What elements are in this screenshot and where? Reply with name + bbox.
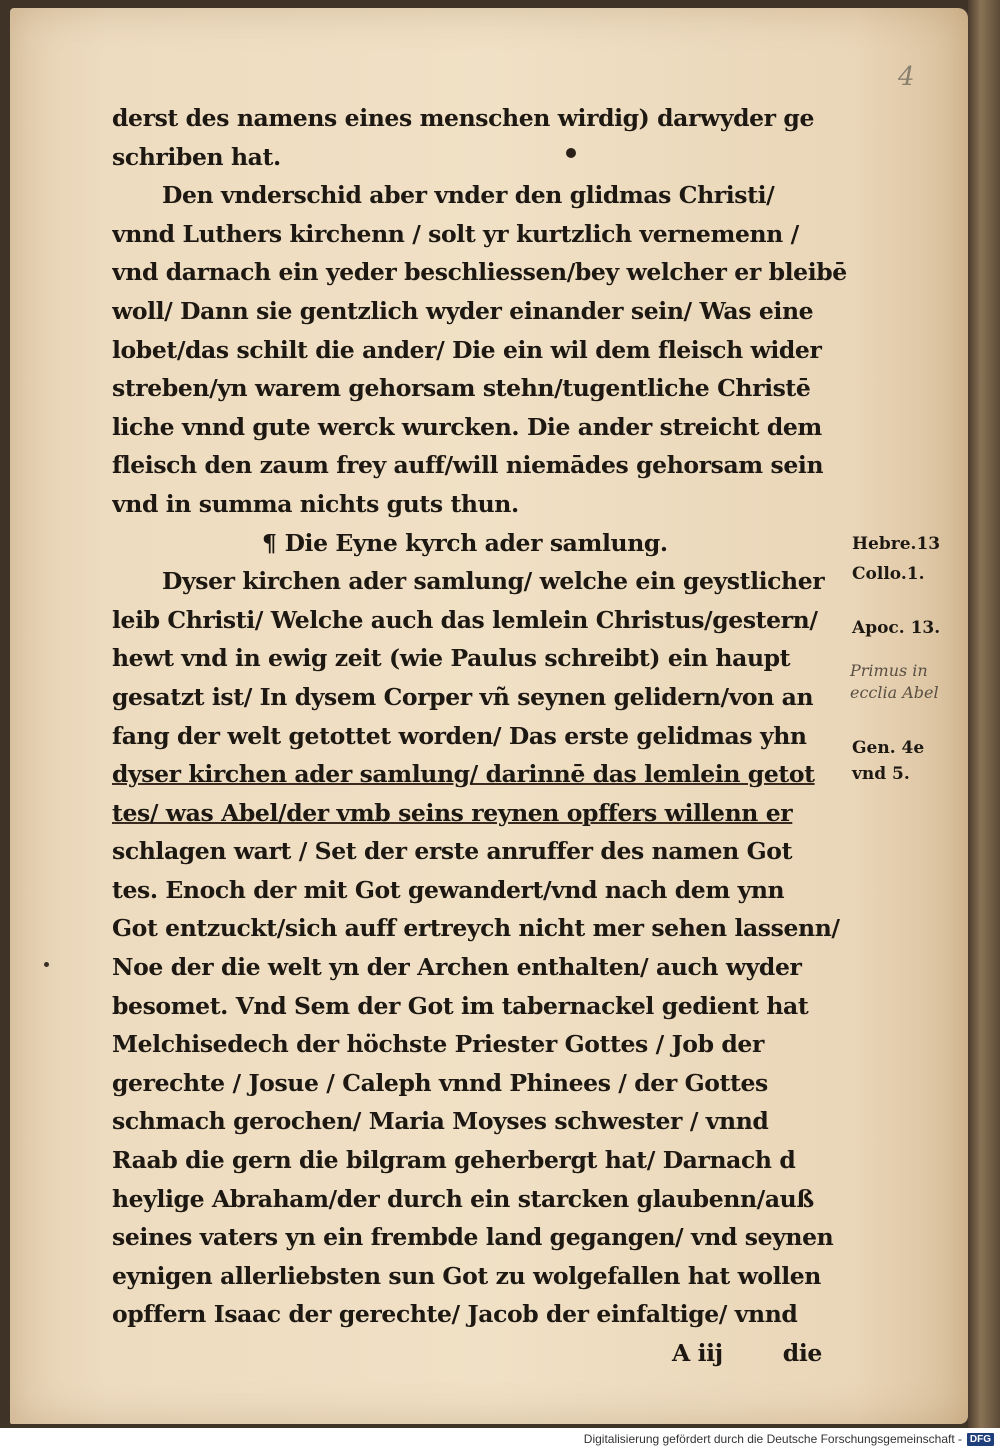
text-line: seines vaters yn ein frembde land gegangen/ vnd seynen <box>112 1223 834 1252</box>
text-line: fang der welt getottet worden/ Das erste gelidmas yhn <box>112 721 807 750</box>
text-line: vnd in summa nichts guts thun. <box>112 489 519 518</box>
signature-mark: A iij <box>672 1339 723 1367</box>
folio-number: 4 <box>898 62 915 92</box>
text-line: streben/yn warem gehorsam stehn/tugentliche Christē <box>112 374 811 403</box>
text-line: Got entzuckt/sich auff ertreych nicht mer sehen lassenn/ <box>112 914 840 943</box>
text-line: besomet. Vnd Sem der Got im tabernackel gedient hat <box>112 991 809 1020</box>
text-line: heylige Abraham/der durch ein starcken glaubenn/auß <box>112 1184 814 1213</box>
text-line: lobet/das schilt die ander/ Die ein wil dem fleisch wider <box>112 335 822 364</box>
text-line: liche vnnd gute werck wurcken. Die ander streicht dem <box>112 412 822 441</box>
text-line: Raab die gern die bilgram geherbergt hat/ Darnach d <box>112 1146 796 1175</box>
text-line: tes. Enoch der mit Got gewandert/vnd nach dem ynn <box>112 875 785 904</box>
text-line: vnnd Luthers kirchenn / solt yr kurtzlich vernemenn / <box>112 219 799 248</box>
text-line: woll/ Dann sie gentzlich wyder einander sein/ Was eine <box>112 296 814 325</box>
handwritten-line: Primus in <box>850 661 928 680</box>
text-line: derst des namens eines menschen wirdig) darwyder ge <box>112 104 815 132</box>
text-line: eynigen allerliebsten sun Got zu wolgefallen hat wollen <box>112 1261 821 1290</box>
text-line-underlined: dyser kirchen ader samlung/ darinnē das lemlein getot <box>112 760 815 789</box>
text-line: Noe der die welt yn der Archen enthalten/ auch wyder <box>112 953 802 982</box>
text-line: schmach gerochen/ Maria Moyses schwester / vnnd <box>112 1107 769 1136</box>
section-heading <box>112 524 852 563</box>
footer-credit: Digitalisierung gefördert durch die Deutsche Forschungsgemeinschaft - <box>583 1432 962 1446</box>
text-line: Melchisedech der höchste Priester Gottes / Job der <box>112 1030 764 1059</box>
text-line: Dyser kirchen ader samlung/ welche ein geystlicher <box>162 567 825 596</box>
pilcrow-icon: ¶ <box>262 528 277 557</box>
text-line: gesatzt ist/ In dysem Corper vñ seynen gelidern/von an <box>112 682 814 711</box>
text-line: schlagen wart / Set der erste anruffer des namen Got <box>112 837 793 866</box>
dfg-logo[interactable]: DFG <box>967 1433 994 1446</box>
text-line-underlined: tes/ was Abel/der vmb seins reynen opffers willenn er <box>112 798 793 827</box>
text-line: schriben hat. <box>112 142 281 171</box>
margin-note: Gen. 4e <box>852 738 925 758</box>
section-heading-text: Die Eyne kyrch ader samlung. <box>284 528 668 557</box>
catchword: die <box>782 1339 822 1367</box>
handwritten-line: ecclia Abel <box>850 683 939 702</box>
margin-note: vnd 5. <box>852 764 910 784</box>
margin-note: Hebre.13 <box>852 534 941 554</box>
handwritten-annotation <box>850 660 939 704</box>
text-line: opffern Isaac der gerechte/ Jacob der einfaltige/ vnnd <box>112 1300 798 1329</box>
text-line: leib Christi/ Welche auch das lemlein Christus/gestern/ <box>112 605 818 634</box>
margin-note: Collo.1. <box>852 564 925 584</box>
text-line: fleisch den zaum frey auff/will niemādes gehorsam sein <box>112 451 824 480</box>
ink-dot <box>44 962 49 967</box>
main-text <box>112 99 852 1373</box>
text-line: hewt vnd in ewig zeit (wie Paulus schreibt) ein haupt <box>112 644 791 673</box>
text-line: vnd darnach ein yeder beschliessen/bey welcher er bleibē <box>112 258 847 287</box>
text-line: gerechte / Josue / Caleph vnnd Phinees / der Gottes <box>112 1068 768 1097</box>
book-spine <box>968 0 1000 1428</box>
text-line: Den vnderschid aber vnder den glidmas Christi/ <box>162 181 775 210</box>
margin-note: Apoc. 13. <box>852 618 941 638</box>
signature-line <box>112 1334 852 1373</box>
footer-bar <box>0 1428 1000 1452</box>
